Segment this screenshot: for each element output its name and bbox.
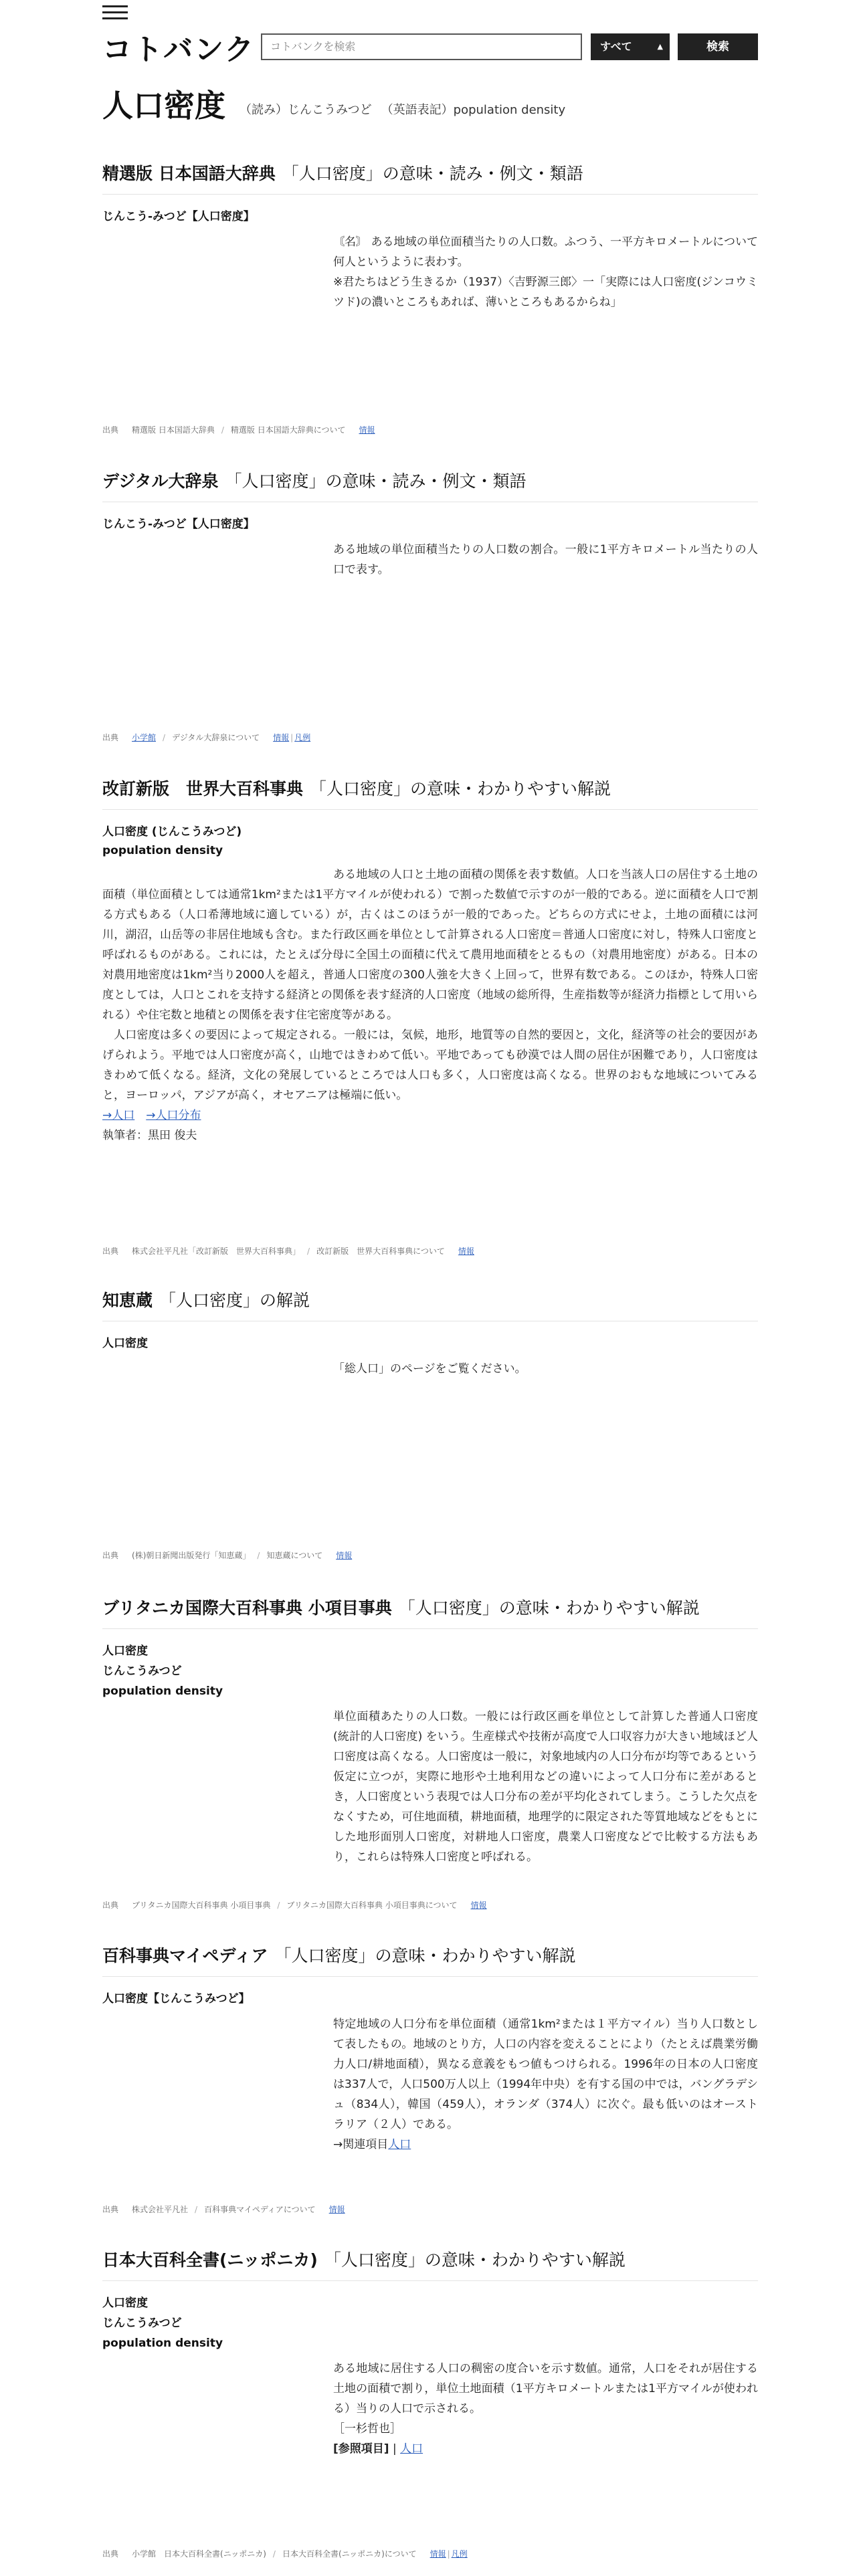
category-select-value: すべて — [600, 40, 632, 53]
dict-name: ブリタニカ国際大百科事典 小項目事典 — [102, 1598, 392, 1618]
entry-title — [102, 468, 758, 502]
source-line: 出典 ブリタニカ国際大百科事典 小項目事典 / ブリタニカ国際大百科事典 小項目事典について 情報 — [102, 1901, 487, 1910]
entry-section — [102, 2247, 758, 2559]
info-link[interactable]: 情報 — [430, 2549, 446, 2559]
definition: ある地域の人口と土地の面積の関係を表す数値。人口を当該人口の居住する土地の面積（単位面積としては通常1km²または1平方マイルが使われる）で割った数値で示すのが一般的である。逆に面積を人口で割る方式もある（人口希薄地域に適している）が，古くはこのほうが一般的であった。どちらの方式にせよ，土地の面積には河川，湖沼，山岳等の非居住地域も含む。また行政区画を単位として計算される人口密度＝普通人口密度に対し，特殊人口密度と呼ばれるものがある。これには，たとえば分母に全国土の面積に代えて農用地面積をとるもの（対農用地密度）がある。日本の対農用地密度は1km²当り2000人を超え，普通人口密度の300人強を大きく上回って，世界有数である。このほか，特殊人口密度としては，人口とこれを支持する経済との関係を表す経済的人口密度（地域の総所得，生産指数等が経済力指標として用いられる）や住宅数と地積との関係を表す住宅密度等がある。 — [102, 868, 758, 1022]
term-reading — [240, 100, 565, 118]
headword — [102, 1641, 758, 1701]
headword: 人口密度 — [102, 1337, 148, 1350]
entry-section — [102, 468, 758, 742]
entry-title — [102, 160, 758, 195]
entry-body — [333, 232, 758, 312]
info-link[interactable]: 情報 — [359, 425, 375, 435]
entry-section — [102, 1943, 758, 2214]
entry-title — [102, 1943, 758, 1977]
headword-reading: じんこうみつど — [102, 2317, 182, 2330]
entry-section — [102, 1287, 758, 1560]
source-about: 改訂新版 世界大百科事典について — [316, 1247, 445, 1256]
legend-link[interactable]: 凡例 — [451, 2549, 468, 2559]
definition: ある地域の単位面積当たりの人口数の割合。一般に1平方キロメートル当たりの人口で表す。 — [333, 543, 758, 576]
author: 執筆者：黒田 俊夫 — [102, 1129, 197, 1142]
page-title: 人口密度 — [102, 88, 225, 124]
entry-suffix: 「人口密度」の意味・わかりやすい解説 — [310, 779, 611, 798]
source-about: 知恵蔵について — [266, 1551, 323, 1560]
entry-suffix: 「人口密度」の意味・読み・例文・類語 — [225, 471, 527, 491]
related-label: →関連項目 — [333, 2138, 389, 2151]
source-line: 出典 精選版 日本国語大辞典 / 精選版 日本国語大辞典について 情報 — [102, 425, 375, 435]
info-link[interactable]: 情報 — [273, 733, 290, 742]
headword-en: population density — [102, 1685, 223, 1698]
headword-reading: じんこうみつど — [102, 1665, 182, 1678]
entry-suffix: 「人口密度」の意味・読み・例文・類語 — [282, 164, 583, 183]
source-name: 株式会社平凡社 — [132, 2205, 189, 2214]
source-about: 日本大百科全書(ニッポニカ)について — [282, 2549, 417, 2559]
example: ※君たちはどう生きるか（1937）〈吉野源三郎〉一「実際には人口密度(ジンコウミツド)の濃いところもあれば、薄いところもあるからね」 — [333, 276, 758, 309]
definition: 特定地域の人口分布を単位面積（通常1km²または１平方マイル）当り人口数として表したもの。地域のとり方，人口の内容を変えることにより（たとえば農業労働力人口/耕地面積），異なる意義をもつ値もつけられる。1996年の日本の人口密度は337人で，人口500万人以上（1994年中央）を有する国の中では，バングラデシュ（834人），韓国（459人），オランダ（374人）に次ぐ。最も低いのはオーストラリア（２人）である。 — [333, 2018, 758, 2131]
headword: 人口密度【じんこうみつど】 — [102, 1992, 250, 2006]
info-link[interactable]: 情報 — [470, 1901, 487, 1910]
source-link[interactable]: 小学館 — [132, 733, 157, 742]
entry-suffix: 「人口密度」の解説 — [159, 1291, 310, 1310]
source-name: 株式会社平凡社「改訂新版 世界大百科事典」 — [132, 1247, 301, 1256]
headword-en: population density — [102, 2337, 223, 2350]
reference-items: [参照項目] | 人口 — [333, 2442, 423, 2456]
dict-name: 精選版 日本国語大辞典 — [102, 164, 276, 183]
dict-name: 日本大百科全書(ニッポニカ) — [102, 2250, 318, 2270]
source-line: 出典 小学館 日本大百科全書(ニッポニカ) / 日本大百科全書(ニッポニカ)について 情報 | 凡例 — [102, 2549, 468, 2559]
site-logo[interactable]: コトバンク — [102, 33, 256, 67]
ref-link[interactable]: →人口 — [102, 1109, 135, 1122]
headword-ja: 人口密度 — [102, 2296, 148, 2310]
dict-name: 百科事典マイペディア — [102, 1946, 268, 1965]
legend-link[interactable]: 凡例 — [294, 733, 311, 742]
source-label: 出典 — [102, 2205, 119, 2214]
source-label: 出典 — [102, 2549, 119, 2559]
entry-title — [102, 776, 758, 810]
category-select[interactable] — [591, 33, 670, 60]
entry-suffix: 「人口密度」の意味・わかりやすい解説 — [274, 1946, 576, 1965]
source-line: 出典 株式会社平凡社 / 百科事典マイペディアについて 情報 — [102, 2205, 345, 2214]
source-line: 出典 (株)朝日新聞出版発行「知恵蔵」 / 知恵蔵について 情報 — [102, 1551, 353, 1560]
ref-link[interactable]: →人口分布 — [146, 1109, 201, 1122]
headword — [102, 2293, 758, 2353]
definition — [333, 2359, 758, 2459]
author: ［一杉哲也］ — [333, 2422, 401, 2436]
english-label: （英語表記）population density — [381, 103, 566, 117]
definition-text: ある地域に居住する人口の稠密の度合いを示す数値。通常，人口をそれが居住する土地の面積で割り，単位土地面積（1平方キロメートルまたは1平方マイルが使われる）当りの人口で示される。 — [333, 2362, 758, 2416]
see-also — [102, 1105, 758, 1125]
updown-icon: ▲ — [657, 42, 663, 51]
headword-ja: 人口密度 — [102, 1644, 148, 1658]
source-label: 出典 — [102, 1247, 119, 1256]
definition: 〘名〙 ある地域の単位面積当たりの人口数。ふつう、一平方キロメートルについて何人というように表わす。 — [333, 235, 758, 269]
headword-ja: 人口密度 (じんこうみつど) — [102, 825, 242, 839]
info-link[interactable]: 情報 — [336, 1551, 353, 1560]
source-name: (株)朝日新聞出版発行「知恵蔵」 — [132, 1551, 251, 1560]
reference-label: [参照項目] — [333, 2442, 389, 2456]
source-label: 出典 — [102, 1551, 119, 1560]
source-line: 出典 株式会社平凡社「改訂新版 世界大百科事典」 / 改訂新版 世界大百科事典について 情報 — [102, 1247, 474, 1256]
entry-section — [102, 1595, 758, 1910]
headword: じんこう‐みつど【人口密度】 — [102, 210, 255, 223]
source-about: ブリタニカ国際大百科事典 小項目事典について — [286, 1901, 458, 1910]
related-items — [333, 2135, 758, 2155]
entry-section — [102, 160, 758, 435]
source-name: 精選版 日本国語大辞典 — [132, 425, 215, 435]
source-label: 出典 — [102, 425, 119, 435]
source-about: 百科事典マイペディアについて — [204, 2205, 316, 2214]
entry-suffix: 「人口密度」の意味・わかりやすい解説 — [398, 1598, 700, 1618]
source-about: デジタル大辞泉について — [172, 733, 260, 742]
source-line: 出典 小学館 / デジタル大辞泉について 情報 | 凡例 — [102, 733, 311, 742]
ref-link[interactable]: 人口 — [400, 2442, 423, 2456]
definition-2: 人口密度は多くの要因によって規定される。一般には，気候，地形，地質等の自然的要因と，文化，経済等の社会的要因があげられよう。平地では人口密度が高く，山地ではきわめて低い。平地であっても砂漠では人間の居住が困難であり，人口密度はきわめて低くなる。経済，文化の発展しているところでは人口も多く，人口密度は高くなる。世界のおもな地域についてみると，ヨーロッパ，アジアが高く，オセアニアは極端に低い。 — [102, 1029, 758, 1102]
entry-title — [102, 2247, 758, 2281]
source-label: 出典 — [102, 1901, 119, 1910]
reading-label: （読み）じんこうみつど — [240, 103, 372, 117]
search-button[interactable]: 検索 — [678, 33, 758, 60]
info-link[interactable]: 情報 — [458, 1247, 474, 1256]
ref-link[interactable]: 人口 — [388, 2138, 411, 2151]
source-about: 精選版 日本国語大辞典について — [230, 425, 346, 435]
dict-name: 改訂新版 世界大百科事典 — [102, 779, 304, 798]
search-input[interactable]: コトバンクを検索 — [261, 33, 582, 60]
definition: 単位面積あたりの人口数。一般には行政区画を単位として計算した普通人口密度 (統計的人口密度) をいう。生産様式や技術が高度で人口収容力が大きい地域ほど人口密度は高くなる。人口密度は一般に，対象地域内の人口分布が均等であるという仮定に立つが，実際に地形や土地利用などの違いによって人口分布に差があるとき，人口密度という表現では人口分布の差が平均化されてしまう。こうした欠点をなくすため，可住地面積，耕地面積，地理学的に限定された等質地域などをもとにした地形面別人口密度，対耕地人口密度，農業人口密度などで比較する方法もあり，これらは特殊人口密度と呼ばれる。 — [333, 1710, 758, 1864]
headword-en: population density — [102, 844, 223, 857]
definition: 「総人口」のページをご覧ください。 — [333, 1362, 527, 1376]
entry-title — [102, 1287, 758, 1321]
headword — [102, 822, 758, 859]
menu-icon[interactable] — [102, 5, 128, 20]
entry-section — [102, 776, 758, 1256]
dict-name: 知恵蔵 — [102, 1291, 153, 1310]
dict-name: デジタル大辞泉 — [102, 471, 219, 491]
entry-title — [102, 1595, 758, 1629]
source-name: ブリタニカ国際大百科事典 小項目事典 — [132, 1901, 271, 1910]
source-name: 小学館 日本大百科全書(ニッポニカ) — [132, 2549, 266, 2559]
info-link[interactable]: 情報 — [328, 2205, 345, 2214]
entry-suffix: 「人口密度」の意味・わかりやすい解説 — [324, 2250, 626, 2270]
source-label: 出典 — [102, 733, 119, 742]
headword: じんこう‐みつど【人口密度】 — [102, 518, 255, 531]
